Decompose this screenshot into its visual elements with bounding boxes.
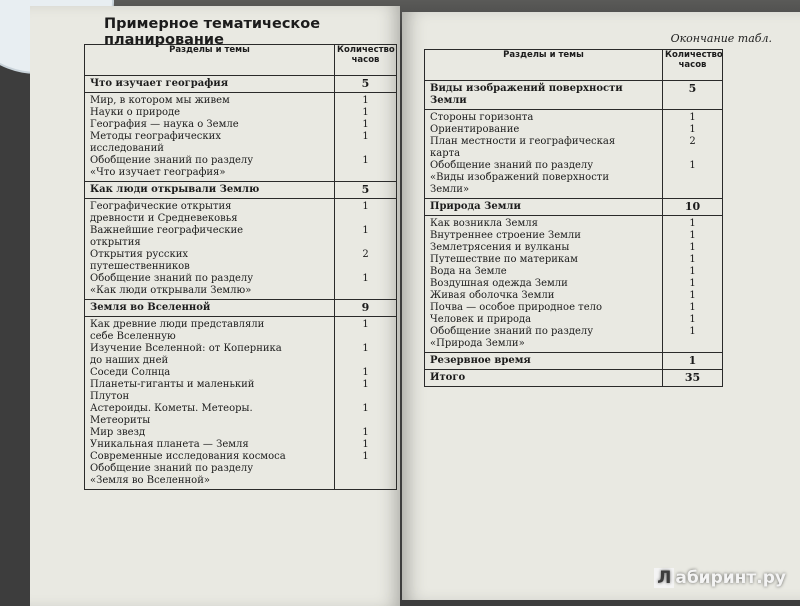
section-row bbox=[85, 182, 397, 199]
topic-hours bbox=[340, 167, 391, 179]
topic-line: «Как люди открывали Землю» bbox=[90, 285, 252, 296]
topic-line: Географические открытия bbox=[90, 201, 232, 212]
section-row bbox=[85, 76, 397, 93]
topic-hours: 1 bbox=[362, 119, 369, 130]
topic-line: Вода на Земле bbox=[430, 266, 507, 277]
section-title: Итого bbox=[425, 370, 663, 387]
topic-hours bbox=[668, 148, 717, 160]
topic-hours: 1 bbox=[689, 314, 696, 325]
topic-hours: 1 bbox=[362, 367, 369, 378]
topic-line: Землетрясения и вулканы bbox=[430, 242, 570, 253]
topic-line: Живая оболочка Земли bbox=[430, 290, 555, 301]
topic-line: «Природа Земли» bbox=[430, 338, 525, 349]
topic-hours: 1 bbox=[689, 326, 696, 337]
topic-hours bbox=[668, 172, 717, 184]
topic-line: Мир, в котором мы живем bbox=[90, 95, 230, 106]
topic-line: «Виды изображений поверхности bbox=[430, 172, 609, 183]
plan-table-left bbox=[84, 44, 397, 490]
topic-line: Обобщение знаний по разделу bbox=[90, 155, 254, 166]
header-hours: Количество часов bbox=[335, 45, 397, 76]
topic-hours: 1 bbox=[689, 242, 696, 253]
topic-hours: 1 bbox=[362, 201, 369, 212]
table-header-row bbox=[425, 50, 723, 81]
topic-line: Обобщение знаний по разделу bbox=[90, 273, 254, 284]
topic-hours bbox=[340, 475, 391, 487]
page-title: Примерное тематическое планирование bbox=[104, 16, 321, 48]
topic-line: Науки о природе bbox=[90, 107, 181, 118]
topic-hours bbox=[340, 391, 391, 403]
topic-hours-cell bbox=[335, 199, 397, 300]
section-title: Природа Земли bbox=[425, 199, 663, 216]
topic-line: исследований bbox=[90, 143, 164, 154]
topic-line: Путешествие по материкам bbox=[430, 254, 578, 265]
topic-hours: 1 bbox=[689, 230, 696, 241]
continuation-label: Окончание табл. bbox=[670, 32, 772, 45]
section-row bbox=[425, 81, 723, 110]
topic-hours bbox=[340, 213, 391, 225]
topic-line: себе Вселенную bbox=[90, 331, 176, 342]
topic-line: Как возникла Земля bbox=[430, 218, 538, 229]
topic-hours: 1 bbox=[362, 379, 369, 390]
section-title: Земля во Вселенной bbox=[85, 300, 335, 317]
topic-hours: 1 bbox=[362, 319, 369, 330]
topic-hours bbox=[340, 331, 391, 343]
right-page bbox=[402, 12, 800, 600]
topics-cell bbox=[425, 110, 663, 199]
topic-hours: 1 bbox=[689, 278, 696, 289]
topic-hours: 1 bbox=[362, 343, 369, 354]
table-header-row bbox=[85, 45, 397, 76]
topic-hours: 2 bbox=[689, 136, 696, 147]
table-body bbox=[85, 76, 397, 490]
topic-hours: 1 bbox=[362, 273, 369, 284]
section-row bbox=[425, 353, 723, 370]
left-page bbox=[30, 6, 400, 606]
section-hours: 1 bbox=[663, 353, 723, 370]
section-hours: 5 bbox=[663, 81, 723, 110]
topic-line: Внутреннее строение Земли bbox=[430, 230, 581, 241]
topic-line: Земли» bbox=[430, 184, 470, 195]
topic-line: Стороны горизонта bbox=[430, 112, 534, 123]
header-sections: Разделы и темы bbox=[425, 50, 663, 81]
section-hours: 5 bbox=[335, 182, 397, 199]
topic-line: Соседи Солнца bbox=[90, 367, 171, 378]
topic-hours bbox=[340, 463, 391, 475]
topic-line: Плутон bbox=[90, 391, 130, 402]
topic-hours: 1 bbox=[689, 254, 696, 265]
topics-row bbox=[85, 199, 397, 300]
topic-line: Почва — особое природное тело bbox=[430, 302, 602, 313]
topic-line: «Что изучает география» bbox=[90, 167, 226, 178]
topic-line: «Земля во Вселенной» bbox=[90, 475, 210, 486]
topics-row bbox=[425, 110, 723, 199]
topics-cell bbox=[85, 93, 335, 182]
topic-line: Ориентирование bbox=[430, 124, 520, 135]
table-body bbox=[425, 81, 723, 387]
topic-line: Важнейшие географические bbox=[90, 225, 244, 236]
topic-hours: 1 bbox=[362, 107, 369, 118]
section-title: Что изучает география bbox=[85, 76, 335, 93]
topic-line: Современные исследования космоса bbox=[90, 451, 286, 462]
topic-line: Человек и природа bbox=[430, 314, 532, 325]
topic-hours: 1 bbox=[362, 225, 369, 236]
topic-line: Методы географических bbox=[90, 131, 221, 142]
topic-hours: 1 bbox=[362, 427, 369, 438]
topic-hours bbox=[668, 184, 717, 196]
section-row bbox=[425, 199, 723, 216]
topic-hours: 1 bbox=[689, 218, 696, 229]
topic-line: карта bbox=[430, 148, 461, 159]
section-title: Резервное время bbox=[425, 353, 663, 370]
topic-hours bbox=[340, 355, 391, 367]
header-sections: Разделы и темы bbox=[85, 45, 335, 76]
topic-line: Астероиды. Кометы. Метеоры. bbox=[90, 403, 253, 414]
topic-hours-cell bbox=[663, 216, 723, 353]
topics-row bbox=[85, 317, 397, 490]
topic-line: Открытия русских bbox=[90, 249, 189, 260]
topic-hours: 1 bbox=[362, 155, 369, 166]
section-hours: 10 bbox=[663, 199, 723, 216]
topic-line: путешественников bbox=[90, 261, 190, 272]
topic-line: Обобщение знаний по разделу bbox=[430, 326, 594, 337]
topics-cell bbox=[85, 317, 335, 490]
topic-hours: 2 bbox=[362, 249, 369, 260]
section-row bbox=[85, 300, 397, 317]
labirint-watermark bbox=[654, 568, 786, 588]
section-hours: 5 bbox=[335, 76, 397, 93]
topic-hours-cell bbox=[663, 110, 723, 199]
topic-hours: 1 bbox=[362, 403, 369, 414]
plan-table-right bbox=[424, 49, 723, 387]
header-hours: Количество часов bbox=[663, 50, 723, 81]
topic-hours bbox=[340, 237, 391, 249]
topic-hours: 1 bbox=[362, 95, 369, 106]
topic-hours bbox=[340, 143, 391, 155]
topic-line: Обобщение знаний по разделу bbox=[430, 160, 594, 171]
topic-hours: 1 bbox=[689, 266, 696, 277]
topic-line: древности и Средневековья bbox=[90, 213, 238, 224]
topics-row bbox=[85, 93, 397, 182]
topic-hours bbox=[668, 338, 717, 350]
topic-line: План местности и географическая bbox=[430, 136, 616, 147]
topic-hours: 1 bbox=[362, 131, 369, 142]
section-title: Виды изображений поверхности Земли bbox=[425, 81, 663, 110]
topics-row bbox=[425, 216, 723, 353]
topic-hours: 1 bbox=[689, 112, 696, 123]
topic-line: открытия bbox=[90, 237, 141, 248]
topic-hours: 1 bbox=[689, 290, 696, 301]
section-row bbox=[425, 370, 723, 387]
topic-line: Изучение Вселенной: от Коперника bbox=[90, 343, 282, 354]
topic-line: Метеориты bbox=[90, 415, 151, 426]
watermark-logo: Л bbox=[654, 568, 674, 588]
topic-line: Как древние люди представляли bbox=[90, 319, 265, 330]
topic-line: Обобщение знаний по разделу bbox=[90, 463, 254, 474]
topic-hours bbox=[340, 415, 391, 427]
topics-cell bbox=[85, 199, 335, 300]
topic-hours: 1 bbox=[689, 124, 696, 135]
topic-hours: 1 bbox=[689, 160, 696, 171]
section-hours: 35 bbox=[663, 370, 723, 387]
topic-hours bbox=[340, 261, 391, 273]
watermark-text: абиринт.ру bbox=[675, 568, 786, 588]
topic-hours-cell bbox=[335, 317, 397, 490]
topics-cell bbox=[425, 216, 663, 353]
topic-line: Воздушная одежда Земли bbox=[430, 278, 568, 289]
topic-line: Планеты-гиганты и маленький bbox=[90, 379, 255, 390]
section-title: Как люди открывали Землю bbox=[85, 182, 335, 199]
topic-hours: 1 bbox=[362, 439, 369, 450]
topic-line: Мир звезд bbox=[90, 427, 146, 438]
topic-line: до наших дней bbox=[90, 355, 169, 366]
section-hours: 9 bbox=[335, 300, 397, 317]
topic-hours: 1 bbox=[362, 451, 369, 462]
topic-hours-cell bbox=[335, 93, 397, 182]
topic-line: География — наука о Земле bbox=[90, 119, 239, 130]
topic-hours bbox=[340, 285, 391, 297]
topic-line: Уникальная планета — Земля bbox=[90, 439, 249, 450]
topic-hours: 1 bbox=[689, 302, 696, 313]
